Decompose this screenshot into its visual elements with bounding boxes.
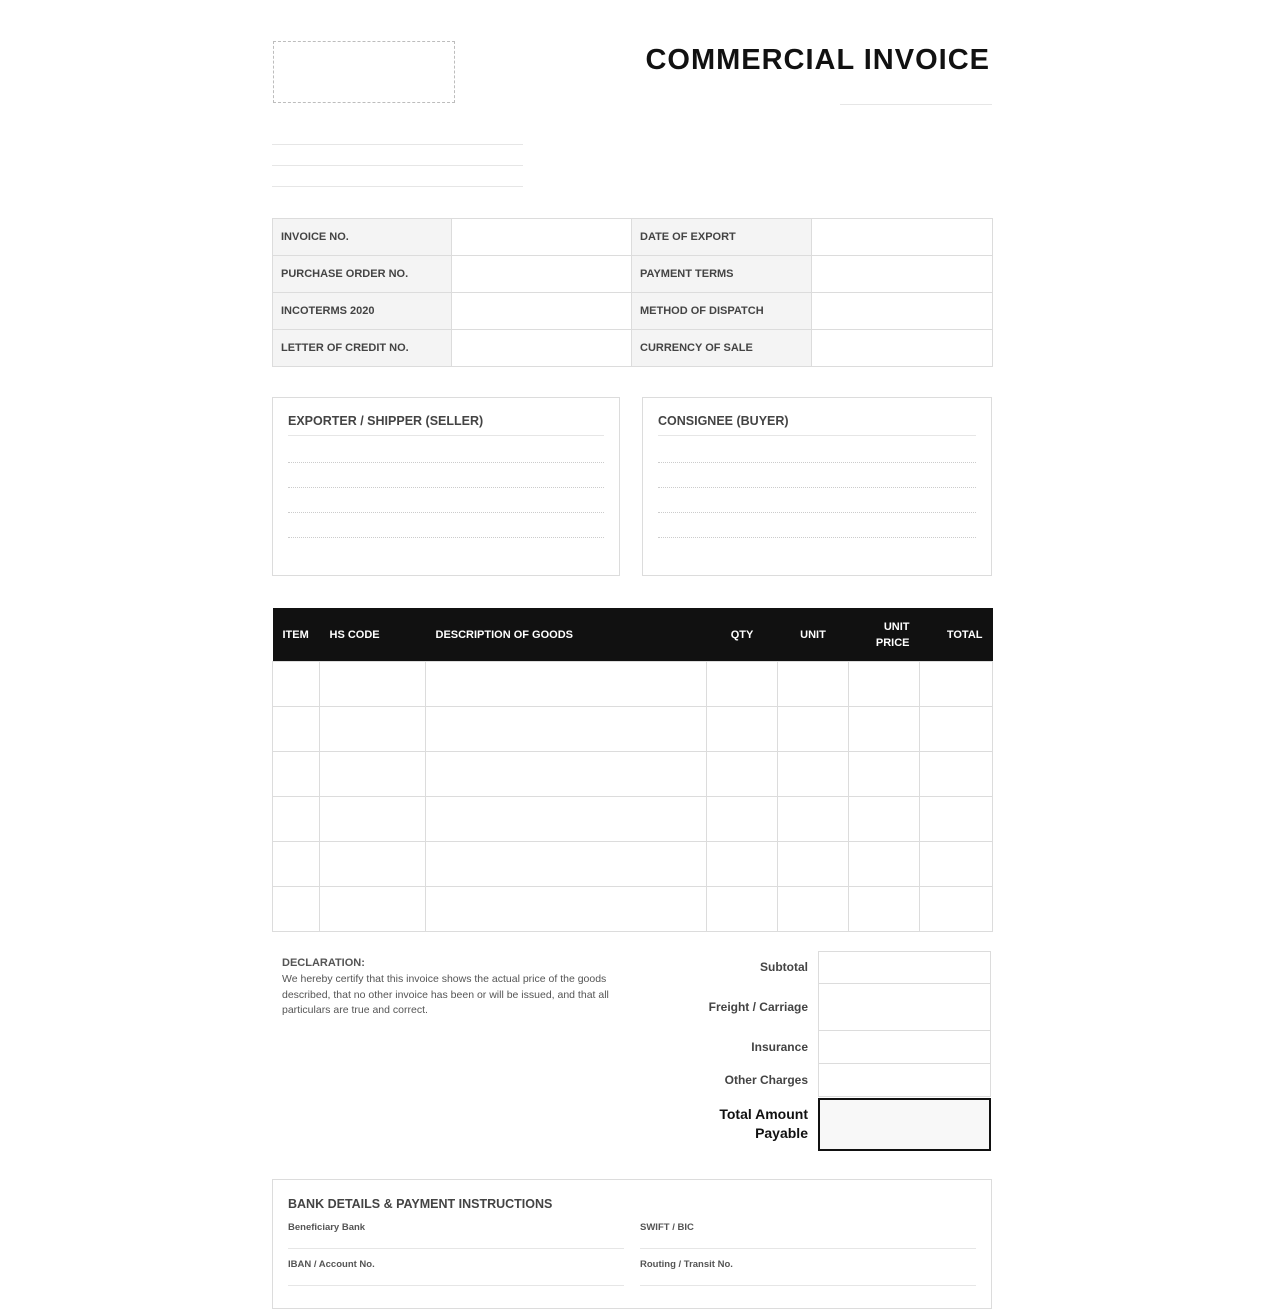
goods-cell-description[interactable] bbox=[426, 842, 707, 887]
goods-cell-unit[interactable] bbox=[778, 887, 849, 932]
field-underline bbox=[288, 1285, 624, 1286]
other-charges-field[interactable] bbox=[818, 1064, 991, 1097]
goods-cell-unit-price[interactable] bbox=[849, 797, 920, 842]
totals-row-other bbox=[692, 1064, 992, 1097]
goods-cell-unit[interactable] bbox=[778, 707, 849, 752]
detail-label: INCOTERMS 2020 bbox=[273, 293, 452, 330]
goods-cell-item[interactable] bbox=[273, 752, 320, 797]
consignee-line-2[interactable] bbox=[658, 487, 976, 488]
goods-cell-item[interactable] bbox=[273, 842, 320, 887]
goods-cell-description[interactable] bbox=[426, 662, 707, 707]
consignee-title: CONSIGNEE (BUYER) bbox=[658, 414, 789, 428]
column-header-unit-price: UNIT PRICE bbox=[849, 608, 920, 662]
detail-value-field[interactable] bbox=[452, 256, 632, 293]
field-underline bbox=[288, 1248, 624, 1249]
iban-label: IBAN / Account No. bbox=[288, 1259, 375, 1270]
routing-label: Routing / Transit No. bbox=[640, 1259, 733, 1270]
goods-cell-hs-code[interactable] bbox=[320, 887, 426, 932]
exporter-title: EXPORTER / SHIPPER (SELLER) bbox=[288, 414, 484, 428]
goods-cell-description[interactable] bbox=[426, 707, 707, 752]
table-row bbox=[273, 662, 993, 707]
goods-cell-hs-code[interactable] bbox=[320, 842, 426, 887]
goods-cell-hs-code[interactable] bbox=[320, 797, 426, 842]
company-address-line-2[interactable] bbox=[272, 165, 523, 166]
goods-cell-item[interactable] bbox=[273, 662, 320, 707]
swift-field[interactable] bbox=[640, 1222, 976, 1249]
detail-label: PAYMENT TERMS bbox=[632, 256, 812, 293]
column-header-qty: QTY bbox=[707, 608, 778, 662]
goods-cell-total[interactable] bbox=[920, 797, 993, 842]
goods-cell-qty[interactable] bbox=[707, 797, 778, 842]
column-header-description: DESCRIPTION OF GOODS bbox=[426, 608, 707, 662]
goods-cell-description[interactable] bbox=[426, 887, 707, 932]
company-address-line-1[interactable] bbox=[272, 144, 523, 145]
detail-value-field[interactable] bbox=[812, 256, 993, 293]
field-underline bbox=[640, 1248, 976, 1249]
goods-cell-item[interactable] bbox=[273, 797, 320, 842]
goods-cell-item[interactable] bbox=[273, 887, 320, 932]
detail-value-field[interactable] bbox=[812, 219, 993, 256]
insurance-field[interactable] bbox=[818, 1031, 991, 1064]
consignee-line-3[interactable] bbox=[658, 512, 976, 513]
bank-details-box bbox=[272, 1179, 992, 1309]
consignee-line-1[interactable] bbox=[658, 462, 976, 463]
freight-field[interactable] bbox=[818, 984, 991, 1031]
invoice-details-row bbox=[273, 219, 993, 256]
goods-cell-description[interactable] bbox=[426, 797, 707, 842]
company-address-line-3[interactable] bbox=[272, 186, 523, 187]
table-row bbox=[273, 887, 993, 932]
goods-cell-qty[interactable] bbox=[707, 842, 778, 887]
goods-cell-unit-price[interactable] bbox=[849, 842, 920, 887]
goods-cell-total[interactable] bbox=[920, 842, 993, 887]
goods-cell-total[interactable] bbox=[920, 887, 993, 932]
detail-value-field[interactable] bbox=[452, 330, 632, 367]
goods-cell-unit[interactable] bbox=[778, 842, 849, 887]
consignee-box bbox=[642, 397, 992, 576]
exporter-line-3[interactable] bbox=[288, 512, 604, 513]
detail-label: INVOICE NO. bbox=[273, 219, 452, 256]
column-header-item: ITEM bbox=[273, 608, 320, 662]
logo-placeholder[interactable] bbox=[273, 41, 455, 103]
goods-cell-total[interactable] bbox=[920, 707, 993, 752]
totals-row-subtotal bbox=[692, 951, 992, 984]
goods-cell-unit-price[interactable] bbox=[849, 707, 920, 752]
title-underline bbox=[840, 104, 992, 105]
divider bbox=[288, 435, 604, 436]
beneficiary-bank-field[interactable] bbox=[288, 1222, 624, 1249]
goods-cell-qty[interactable] bbox=[707, 752, 778, 797]
subtotal-label: Subtotal bbox=[760, 960, 808, 974]
table-row bbox=[273, 842, 993, 887]
goods-header-row bbox=[273, 608, 993, 662]
goods-cell-unit-price[interactable] bbox=[849, 662, 920, 707]
freight-label: Freight / Carriage bbox=[708, 1000, 808, 1014]
column-header-unit: UNIT bbox=[778, 608, 849, 662]
exporter-box bbox=[272, 397, 620, 576]
column-header-hs-code: HS CODE bbox=[320, 608, 426, 662]
goods-cell-unit[interactable] bbox=[778, 752, 849, 797]
goods-cell-unit[interactable] bbox=[778, 662, 849, 707]
exporter-line-2[interactable] bbox=[288, 487, 604, 488]
goods-cell-qty[interactable] bbox=[707, 707, 778, 752]
table-row bbox=[273, 707, 993, 752]
goods-cell-item[interactable] bbox=[273, 707, 320, 752]
bank-details-title: BANK DETAILS & PAYMENT INSTRUCTIONS bbox=[288, 1197, 553, 1211]
detail-value-field[interactable] bbox=[812, 330, 993, 367]
invoice-details-table bbox=[272, 218, 993, 367]
goods-cell-unit-price[interactable] bbox=[849, 887, 920, 932]
page-title: COMMERCIAL INVOICE bbox=[645, 44, 990, 76]
declaration bbox=[282, 957, 632, 1019]
swift-label: SWIFT / BIC bbox=[640, 1222, 694, 1233]
table-row bbox=[273, 797, 993, 842]
totals-row-grand bbox=[692, 1097, 992, 1151]
goods-cell-hs-code[interactable] bbox=[320, 707, 426, 752]
routing-field[interactable] bbox=[640, 1259, 976, 1286]
beneficiary-bank-label: Beneficiary Bank bbox=[288, 1222, 366, 1233]
detail-label: METHOD OF DISPATCH bbox=[632, 293, 812, 330]
detail-label: LETTER OF CREDIT NO. bbox=[273, 330, 452, 367]
declaration-title: DECLARATION: bbox=[282, 957, 365, 969]
table-row bbox=[273, 752, 993, 797]
invoice-details-row bbox=[273, 293, 993, 330]
goods-table bbox=[272, 608, 993, 932]
goods-cell-qty[interactable] bbox=[707, 662, 778, 707]
other-charges-label: Other Charges bbox=[724, 1073, 808, 1087]
invoice-details-row bbox=[273, 256, 993, 293]
divider bbox=[658, 435, 976, 436]
iban-field[interactable] bbox=[288, 1259, 624, 1286]
field-underline bbox=[640, 1285, 976, 1286]
detail-value-field[interactable] bbox=[812, 293, 993, 330]
goods-cell-hs-code[interactable] bbox=[320, 752, 426, 797]
detail-label: PURCHASE ORDER NO. bbox=[273, 256, 452, 293]
goods-cell-total[interactable] bbox=[920, 752, 993, 797]
total-payable-field[interactable] bbox=[818, 1098, 991, 1151]
exporter-line-1[interactable] bbox=[288, 462, 604, 463]
subtotal-field[interactable] bbox=[818, 951, 991, 984]
goods-cell-unit[interactable] bbox=[778, 797, 849, 842]
totals-row-insurance bbox=[692, 1031, 992, 1064]
goods-cell-total[interactable] bbox=[920, 662, 993, 707]
detail-value-field[interactable] bbox=[452, 293, 632, 330]
detail-label: CURRENCY OF SALE bbox=[632, 330, 812, 367]
detail-value-field[interactable] bbox=[452, 219, 632, 256]
total-payable-label: Total Amount Payable bbox=[719, 1106, 808, 1141]
goods-cell-description[interactable] bbox=[426, 752, 707, 797]
goods-cell-hs-code[interactable] bbox=[320, 662, 426, 707]
goods-cell-qty[interactable] bbox=[707, 887, 778, 932]
invoice-details-row bbox=[273, 330, 993, 367]
column-header-total: TOTAL bbox=[920, 608, 993, 662]
consignee-line-4[interactable] bbox=[658, 537, 976, 538]
declaration-text: We hereby certify that this invoice shows the actual price of the goods described, that no other invoice has been or will be issued, and that all particulars are true and correct. bbox=[282, 973, 609, 1016]
totals-row-freight bbox=[692, 984, 992, 1031]
detail-label: DATE OF EXPORT bbox=[632, 219, 812, 256]
goods-cell-unit-price[interactable] bbox=[849, 752, 920, 797]
insurance-label: Insurance bbox=[751, 1040, 808, 1054]
totals-section bbox=[692, 951, 992, 1151]
exporter-line-4[interactable] bbox=[288, 537, 604, 538]
